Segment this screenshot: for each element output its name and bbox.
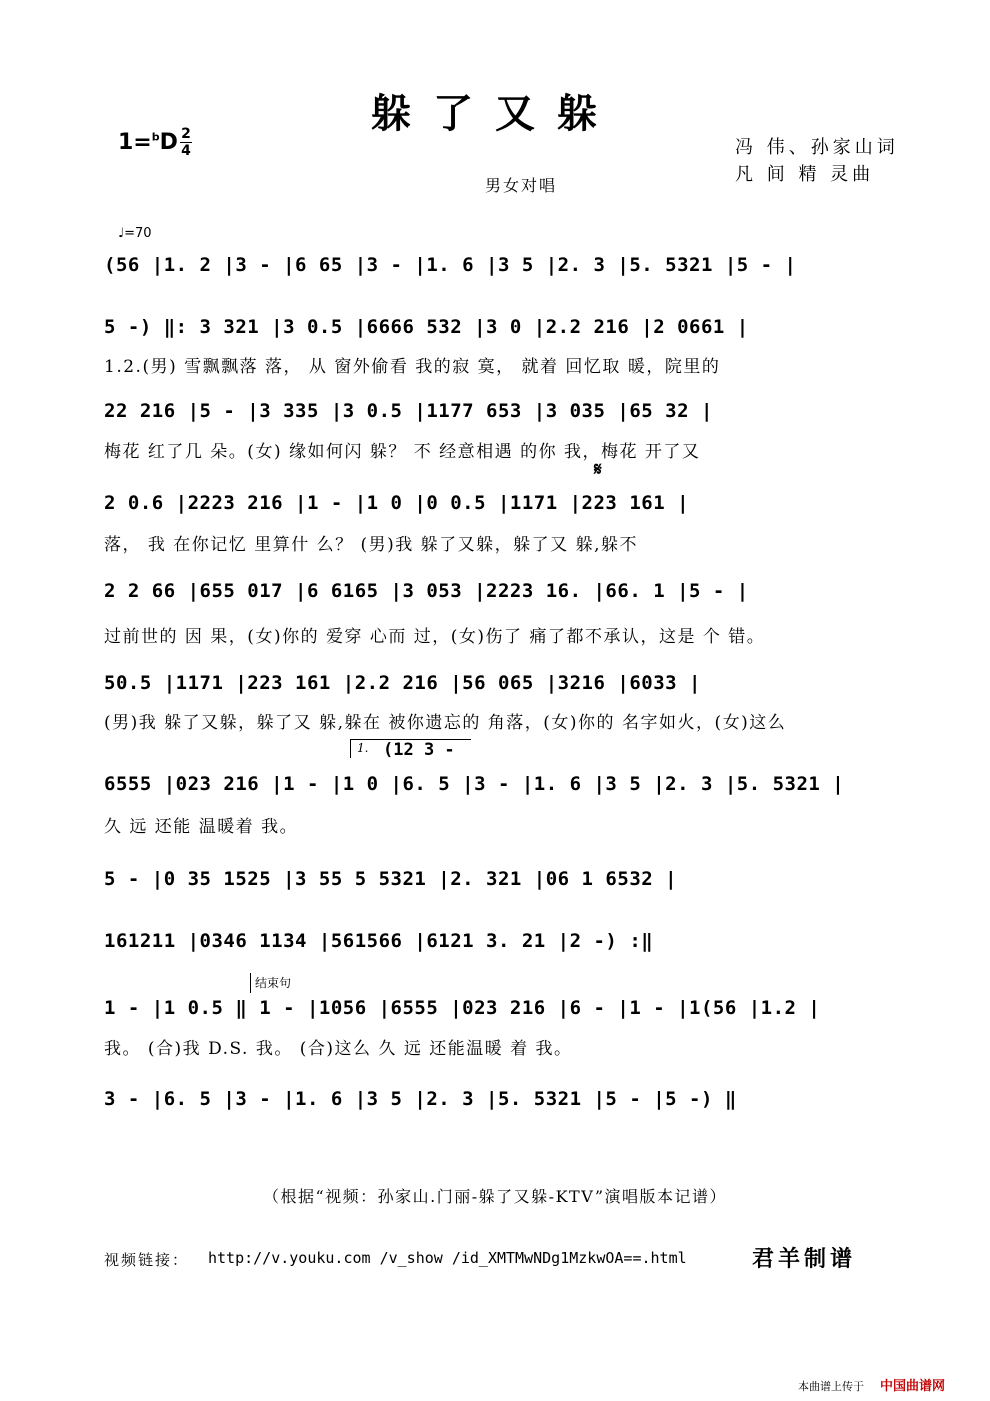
notation-line-8: 5 - |0 35 1525 |3 55 5 5321 |2. 321 |06 1 6532 | xyxy=(104,868,678,890)
notation-line-6: 50.5 |1171 |223 161 |2.2 216 |56 065 |3216 |6033 | xyxy=(104,672,701,694)
tempo-marking: ♩=70 xyxy=(118,226,152,241)
notation-line-2: 5 -) ‖: 3 321 |3 0.5 |6666 532 |3 0 |2.2 216 |2 0661 | xyxy=(104,316,749,338)
composer-credit: 凡 间 精 灵曲 xyxy=(735,164,875,185)
lyricist-credit: 冯 伟、孙家山词 xyxy=(735,137,899,158)
key-signature xyxy=(118,130,178,155)
lyrics-line-10: 我。 (合)我 D.S. 我。 (合)这么 久 远 还能温暖 着 我。 xyxy=(104,1039,573,1059)
performance-note: 男女对唱 xyxy=(485,176,558,195)
lyrics-line-3: 梅花 红了几 朵。(女) 缘如何闪 躲？ 不 经意相遇 的你 我，梅花 开了又 xyxy=(104,442,701,462)
lyrics-line-7: 久 远 还能 温暖着 我。 xyxy=(104,817,299,837)
video-link-url[interactable]: http://v.youku.com /v_show /id_XMTMwNDg1MzkwOA==.html xyxy=(208,1249,687,1267)
key-label: 1= xyxy=(118,130,152,155)
time-bottom: 4 xyxy=(181,143,191,159)
transcriber-signature: 君羊制谱 xyxy=(752,1246,857,1272)
ending-label: 结束句 xyxy=(255,976,292,990)
notation-line-10: 1 - |1 0.5 ‖ 1 - |1056 |6555 |023 216 |6 - |1 - |1(56 |1.2 | xyxy=(104,997,821,1019)
song-title: 躲了又躲 xyxy=(371,90,619,137)
notation-line-11: 3 - |6. 5 |3 - |1. 6 |3 5 |2. 3 |5. 5321 |5 - |5 -) ‖ xyxy=(104,1088,737,1110)
video-link-label: 视频链接： xyxy=(104,1251,190,1269)
notation-line-5: 2 2 66 |655 017 |6 6165 |3 053 |2223 16. |66. 1 |5 - | xyxy=(104,580,749,602)
lyrics-line-6: (男)我 躲了又躲，躲了又 躲,躲在 被你遗忘的 角落，(女)你的 名字如火，(女)这么 xyxy=(104,713,787,733)
notation-line-7: 6555 |023 216 |1 - |1 0 |6. 5 |3 - |1. 6 |3 5 |2. 3 |5. 5321 | xyxy=(104,773,845,795)
notation-line-1: (56 |1. 2 |3 - |6 65 |3 - |1. 6 |3 5 |2. 3 |5. 5321 |5 - | xyxy=(104,254,797,276)
time-signature xyxy=(180,127,192,158)
notation-line-9: 161211 |0346 1134 |561566 |6121 3. 21 |2 -) :‖ xyxy=(104,930,654,952)
site-logo[interactable]: 中国曲谱网 xyxy=(880,1379,946,1394)
segno-icon: 𝄋 xyxy=(594,459,602,480)
lyrics-line-2: 1.2.(男) 雪飘飘落 落， 从 窗外偷看 我的寂 寞， 就着 回忆取 暖，院里的 xyxy=(104,357,721,377)
key-flat: b xyxy=(151,130,160,144)
volta-notes: (12 3 - xyxy=(383,740,455,760)
time-top: 2 xyxy=(181,126,191,142)
volta-label: 1. xyxy=(357,741,369,755)
upload-note: 本曲谱上传于 xyxy=(798,1380,864,1393)
transcription-note: （根据“视频：孙家山.门丽-躲了又躲-KTV”演唱版本记谱） xyxy=(262,1187,728,1206)
lyrics-line-5: 过前世的 因 果，(女)你的 爱穿 心而 过，(女)伤了 痛了都不承认，这是 个 错。 xyxy=(104,627,766,647)
key-note: D xyxy=(159,130,178,155)
notation-line-4: 2 0.6 |2223 216 |1 - |1 0 |0 0.5 |1171 |223 161 | xyxy=(104,492,690,514)
notation-line-3: 22 216 |5 - |3 335 |3 0.5 |1177 653 |3 035 |65 32 | xyxy=(104,400,713,422)
ending-bracket xyxy=(250,973,251,993)
lyrics-line-4: 落， 我 在你记忆 里算什 么？ (男)我 躲了又躲，躲了又 躲,躲不 xyxy=(104,535,638,555)
